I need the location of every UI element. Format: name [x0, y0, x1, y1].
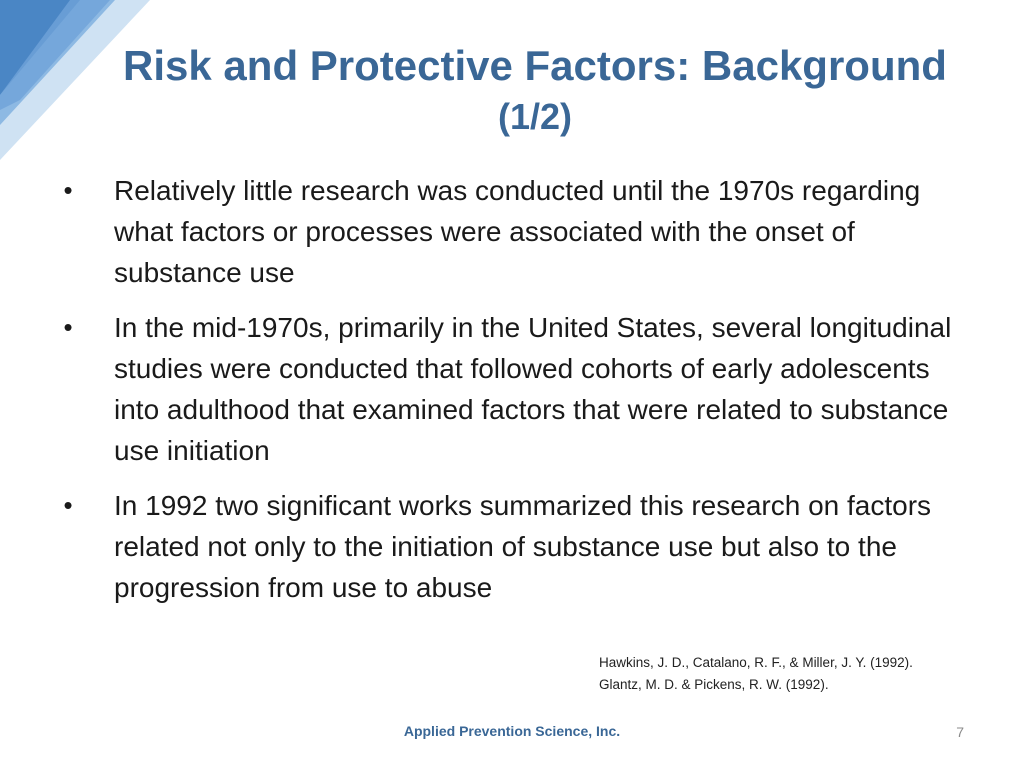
bullet-dot: •: [63, 312, 73, 342]
reference-item: Glantz, M. D. & Pickens, R. W. (1992).: [599, 677, 829, 692]
bullet-item: [58, 307, 958, 471]
bullet-item: [58, 170, 958, 293]
slide-title: [100, 38, 970, 140]
bullet-dot: •: [63, 175, 73, 205]
footer-organization: Applied Prevention Science, Inc.: [403, 723, 621, 739]
bullet-list: [58, 170, 958, 622]
bullet-text: In 1992 two significant works summarized this research on factors related not only to the initiation of substance use but also to the progression from use to abuse: [114, 490, 932, 603]
references: [599, 652, 999, 696]
bullet-text: Relatively little research was conducted until the 1970s regarding what factors or processes were associated with the onset of substance use: [114, 175, 921, 288]
bullet-text: In the mid-1970s, primarily in the United States, several longitudinal studies were conducted that followed cohorts of early adolescents into adulthood that examined factors that were related to substance use initiation: [114, 312, 952, 466]
slide-title-line2: (1/2): [497, 96, 573, 137]
slide-title-line1: Risk and Protective Factors: Background: [123, 42, 947, 89]
slide-number: 7: [956, 724, 964, 740]
bullet-dot: •: [63, 490, 73, 520]
bullet-item: [58, 485, 958, 608]
reference-item: Hawkins, J. D., Catalano, R. F., & Miller, J. Y. (1992).: [599, 655, 913, 670]
